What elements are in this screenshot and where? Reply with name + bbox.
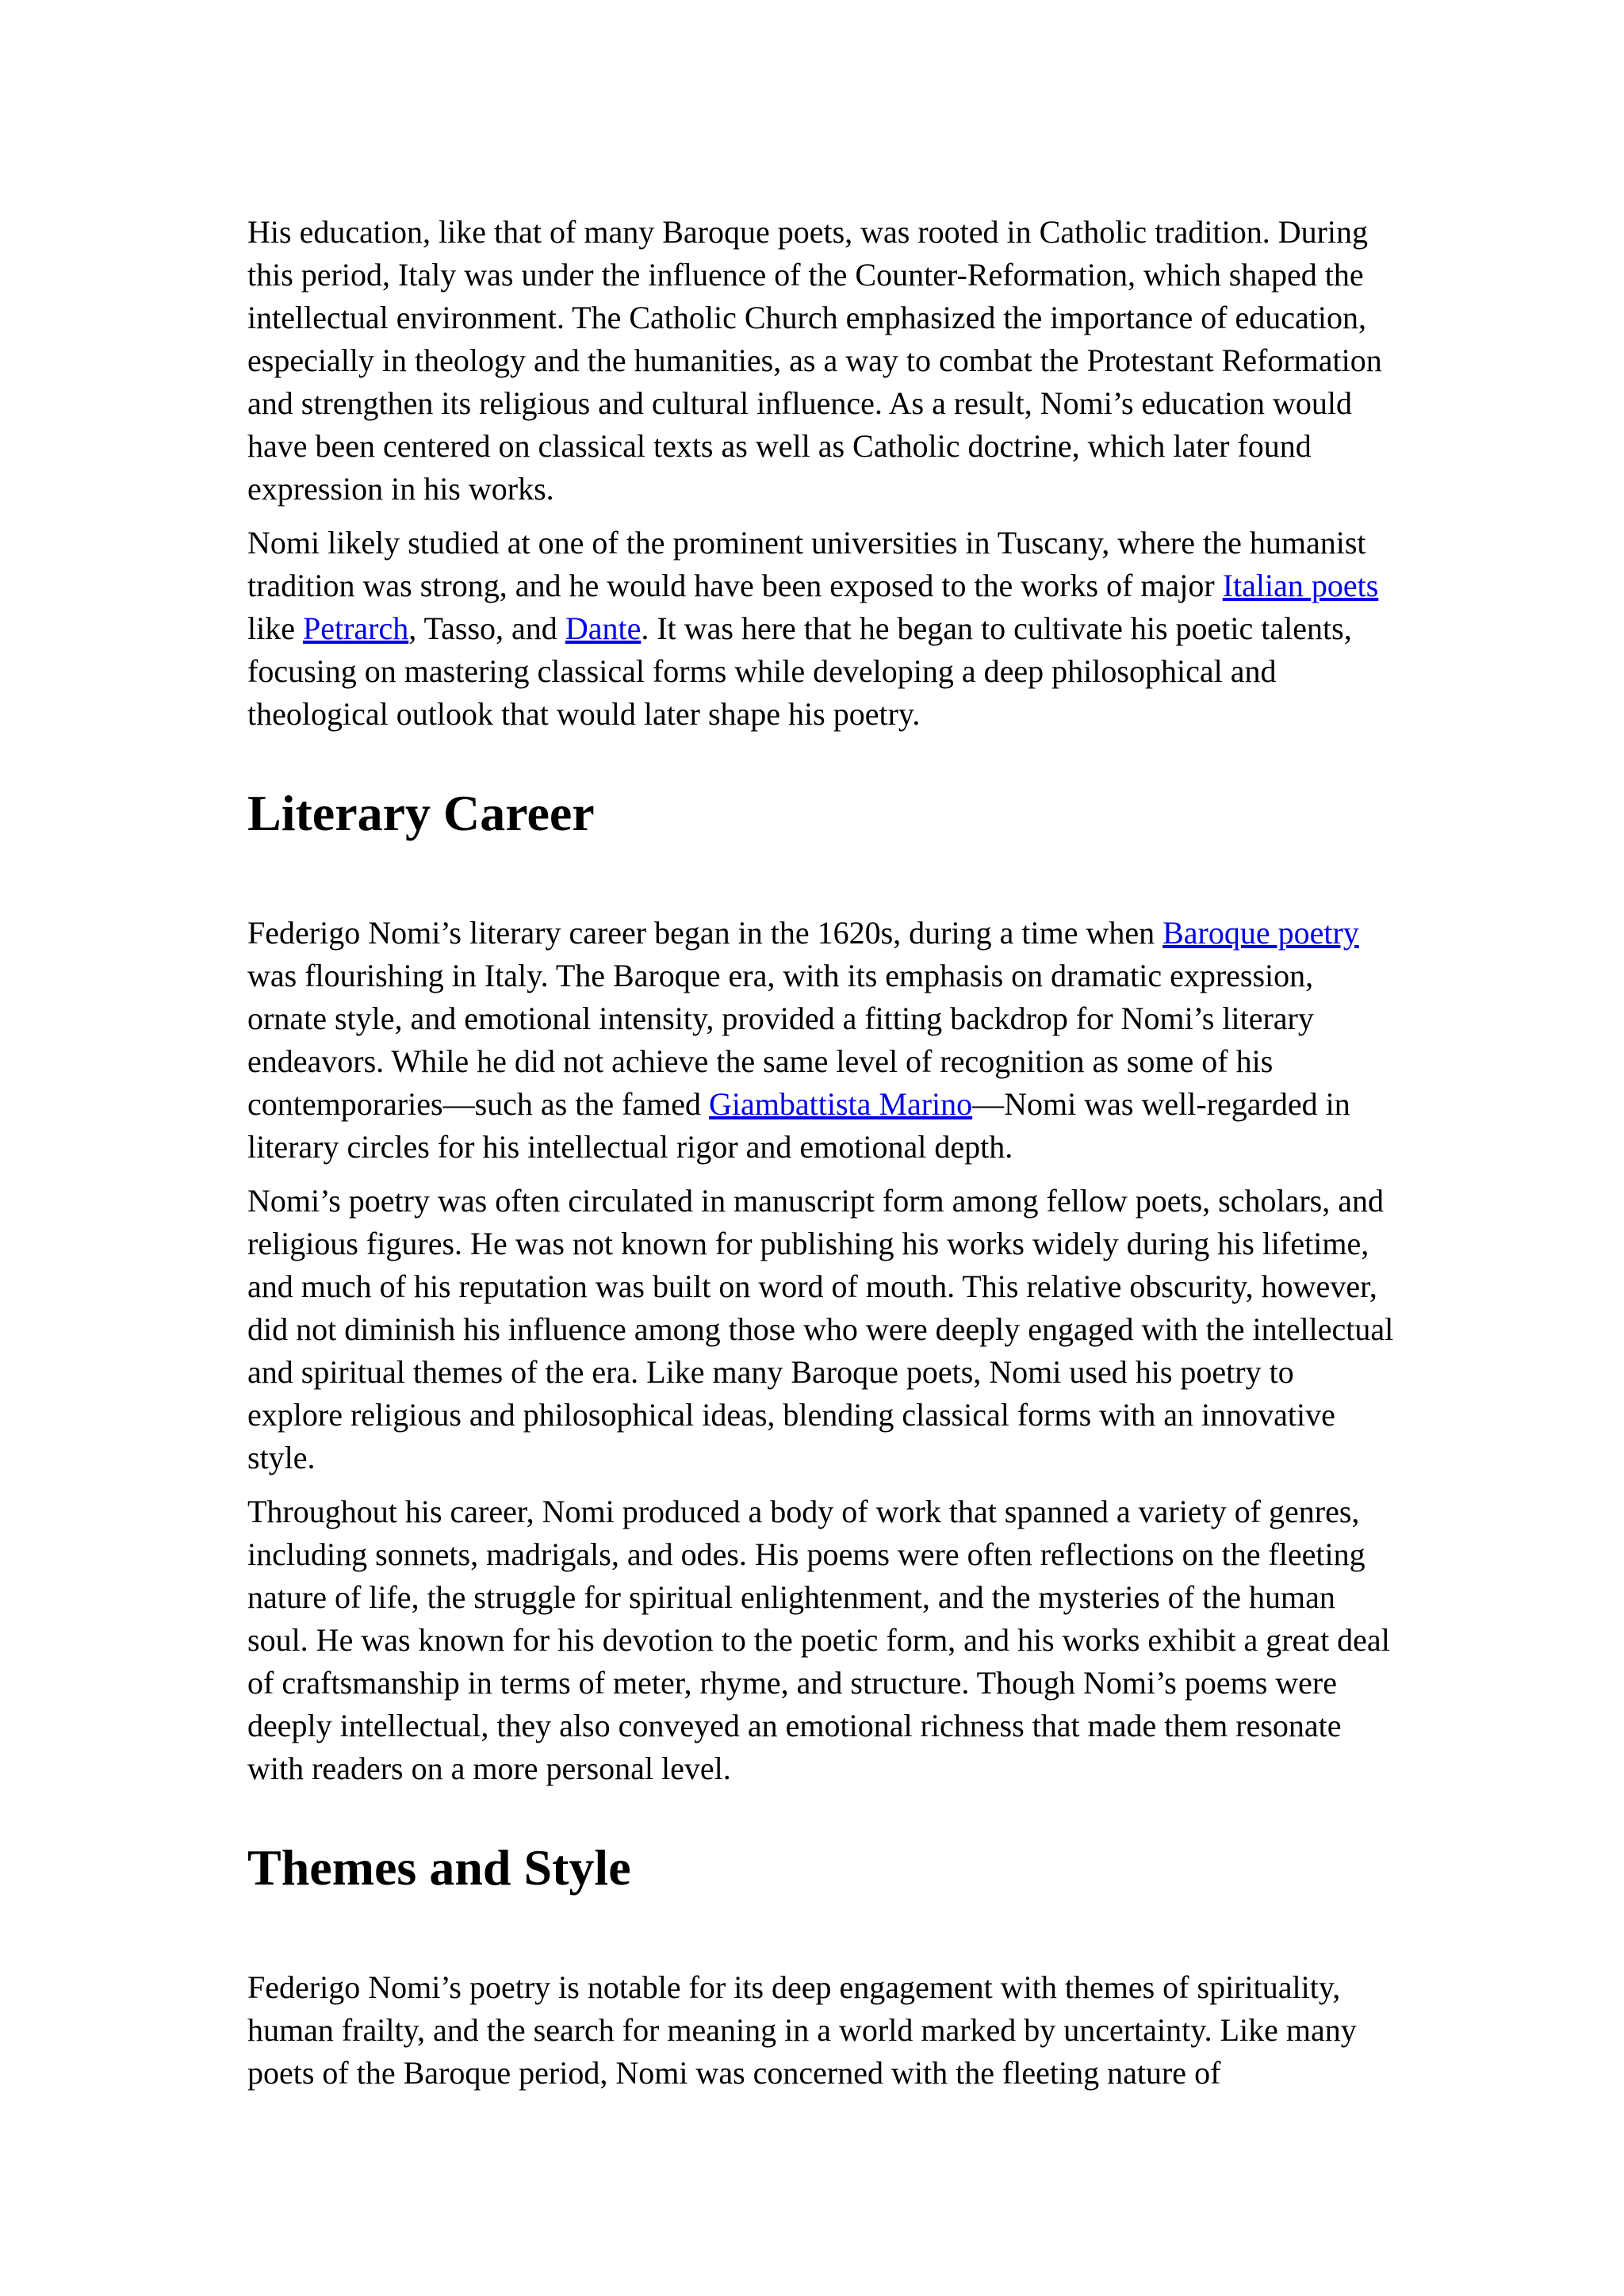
paragraph-text: Nomi’s poetry was often circulated in manuscript form among fellow poets, scholars, and religious figures. He was not known for publishing his works widely during his lifetime, and much of his reputation was built on word of mouth. This relative obscurity, however, did not diminish his influence among those who were deeply engaged with the intellectual and spiritual themes of the era. Like many Baroque poets, Nomi used his poetry to explore religious and philosophical ideas, blending classical forms with an innovative style.	[247, 1183, 1394, 1475]
heading-literary-career: Literary Career	[247, 785, 595, 841]
paragraph-text: —Nomi was well-regarded in literary circles for his intellectual rigor and emotional depth.	[247, 1086, 1350, 1165]
link-italian-poets[interactable]: Italian poets	[1222, 568, 1379, 603]
paragraph-career-beginning	[247, 912, 1396, 1169]
paragraph-text: Nomi likely studied at one of the prominent universities in Tuscany, where the humanist tradition was strong, and he would have been exposed to the works of major	[247, 525, 1366, 603]
heading-themes-and-style: Themes and Style	[247, 1839, 631, 1896]
paragraph-text: Federigo Nomi’s poetry is notable for its deep engagement with themes of spirituality, human frailty, and the search for meaning in a world marked by uncertainty. Like many poets of the Baroque period, Nomi was concerned with the fleeting nature of	[247, 1969, 1357, 2091]
link-dante[interactable]: Dante	[565, 610, 642, 646]
paragraph-manuscript-circulation	[247, 1180, 1396, 1479]
paragraph-body-of-work	[247, 1490, 1396, 1790]
paragraph-themes-intro	[247, 1966, 1396, 2095]
paragraph-university-studies	[247, 522, 1396, 736]
paragraph-text: like	[247, 610, 303, 646]
paragraph-text: Throughout his career, Nomi produced a body of work that spanned a variety of genres, including sonnets, madrigals, and odes. His poems were often reflections on the fleeting nature of life, the struggle for spiritual enlightenment, and the mysteries of the human soul. He was known for his devotion to the poetic form, and his works exhibit a great deal of craftsmanship in terms of meter, rhyme, and structure. Though Nomi’s poems were deeply intellectual, they also conveyed an emotional richness that made them resonate with readers on a more personal level.	[247, 1494, 1390, 1786]
paragraph-education-tradition	[247, 211, 1396, 511]
link-giambattista-marino[interactable]: Giambattista Marino	[709, 1086, 973, 1122]
article-body	[247, 211, 1396, 2106]
paragraph-text: His education, like that of many Baroque poets, was rooted in Catholic tradition. During this period, Italy was under the influence of the Counter-Reformation, which shaped the intellectual environment. The Catholic Church emphasized the importance of education, especially in theology and the humanities, as a way to combat the Protestant Reformation and strengthen its religious and cultural influence. As a result, Nomi’s education would have been centered on classical texts as well as Catholic doctrine, which later found expression in his works.	[247, 214, 1382, 507]
paragraph-text: was flourishing in Italy. The Baroque era, with its emphasis on dramatic expression, ornate style, and emotional intensity, provided a fitting backdrop for Nomi’s literary endeavors. While he did not achieve the same level of recognition as some of his contemporaries—such as the famed	[247, 958, 1314, 1122]
link-baroque-poetry[interactable]: Baroque poetry	[1162, 915, 1359, 951]
paragraph-text: Federigo Nomi’s literary career began in the 1620s, during a time when	[247, 915, 1163, 951]
paragraph-text: , Tasso, and	[408, 610, 565, 646]
paragraph-text: . It was here that he began to cultivate his poetic talents, focusing on mastering classical forms while developing a deep philosophical and theological outlook that would later shape his poetry.	[247, 610, 1352, 732]
link-petrarch[interactable]: Petrarch	[302, 610, 409, 646]
